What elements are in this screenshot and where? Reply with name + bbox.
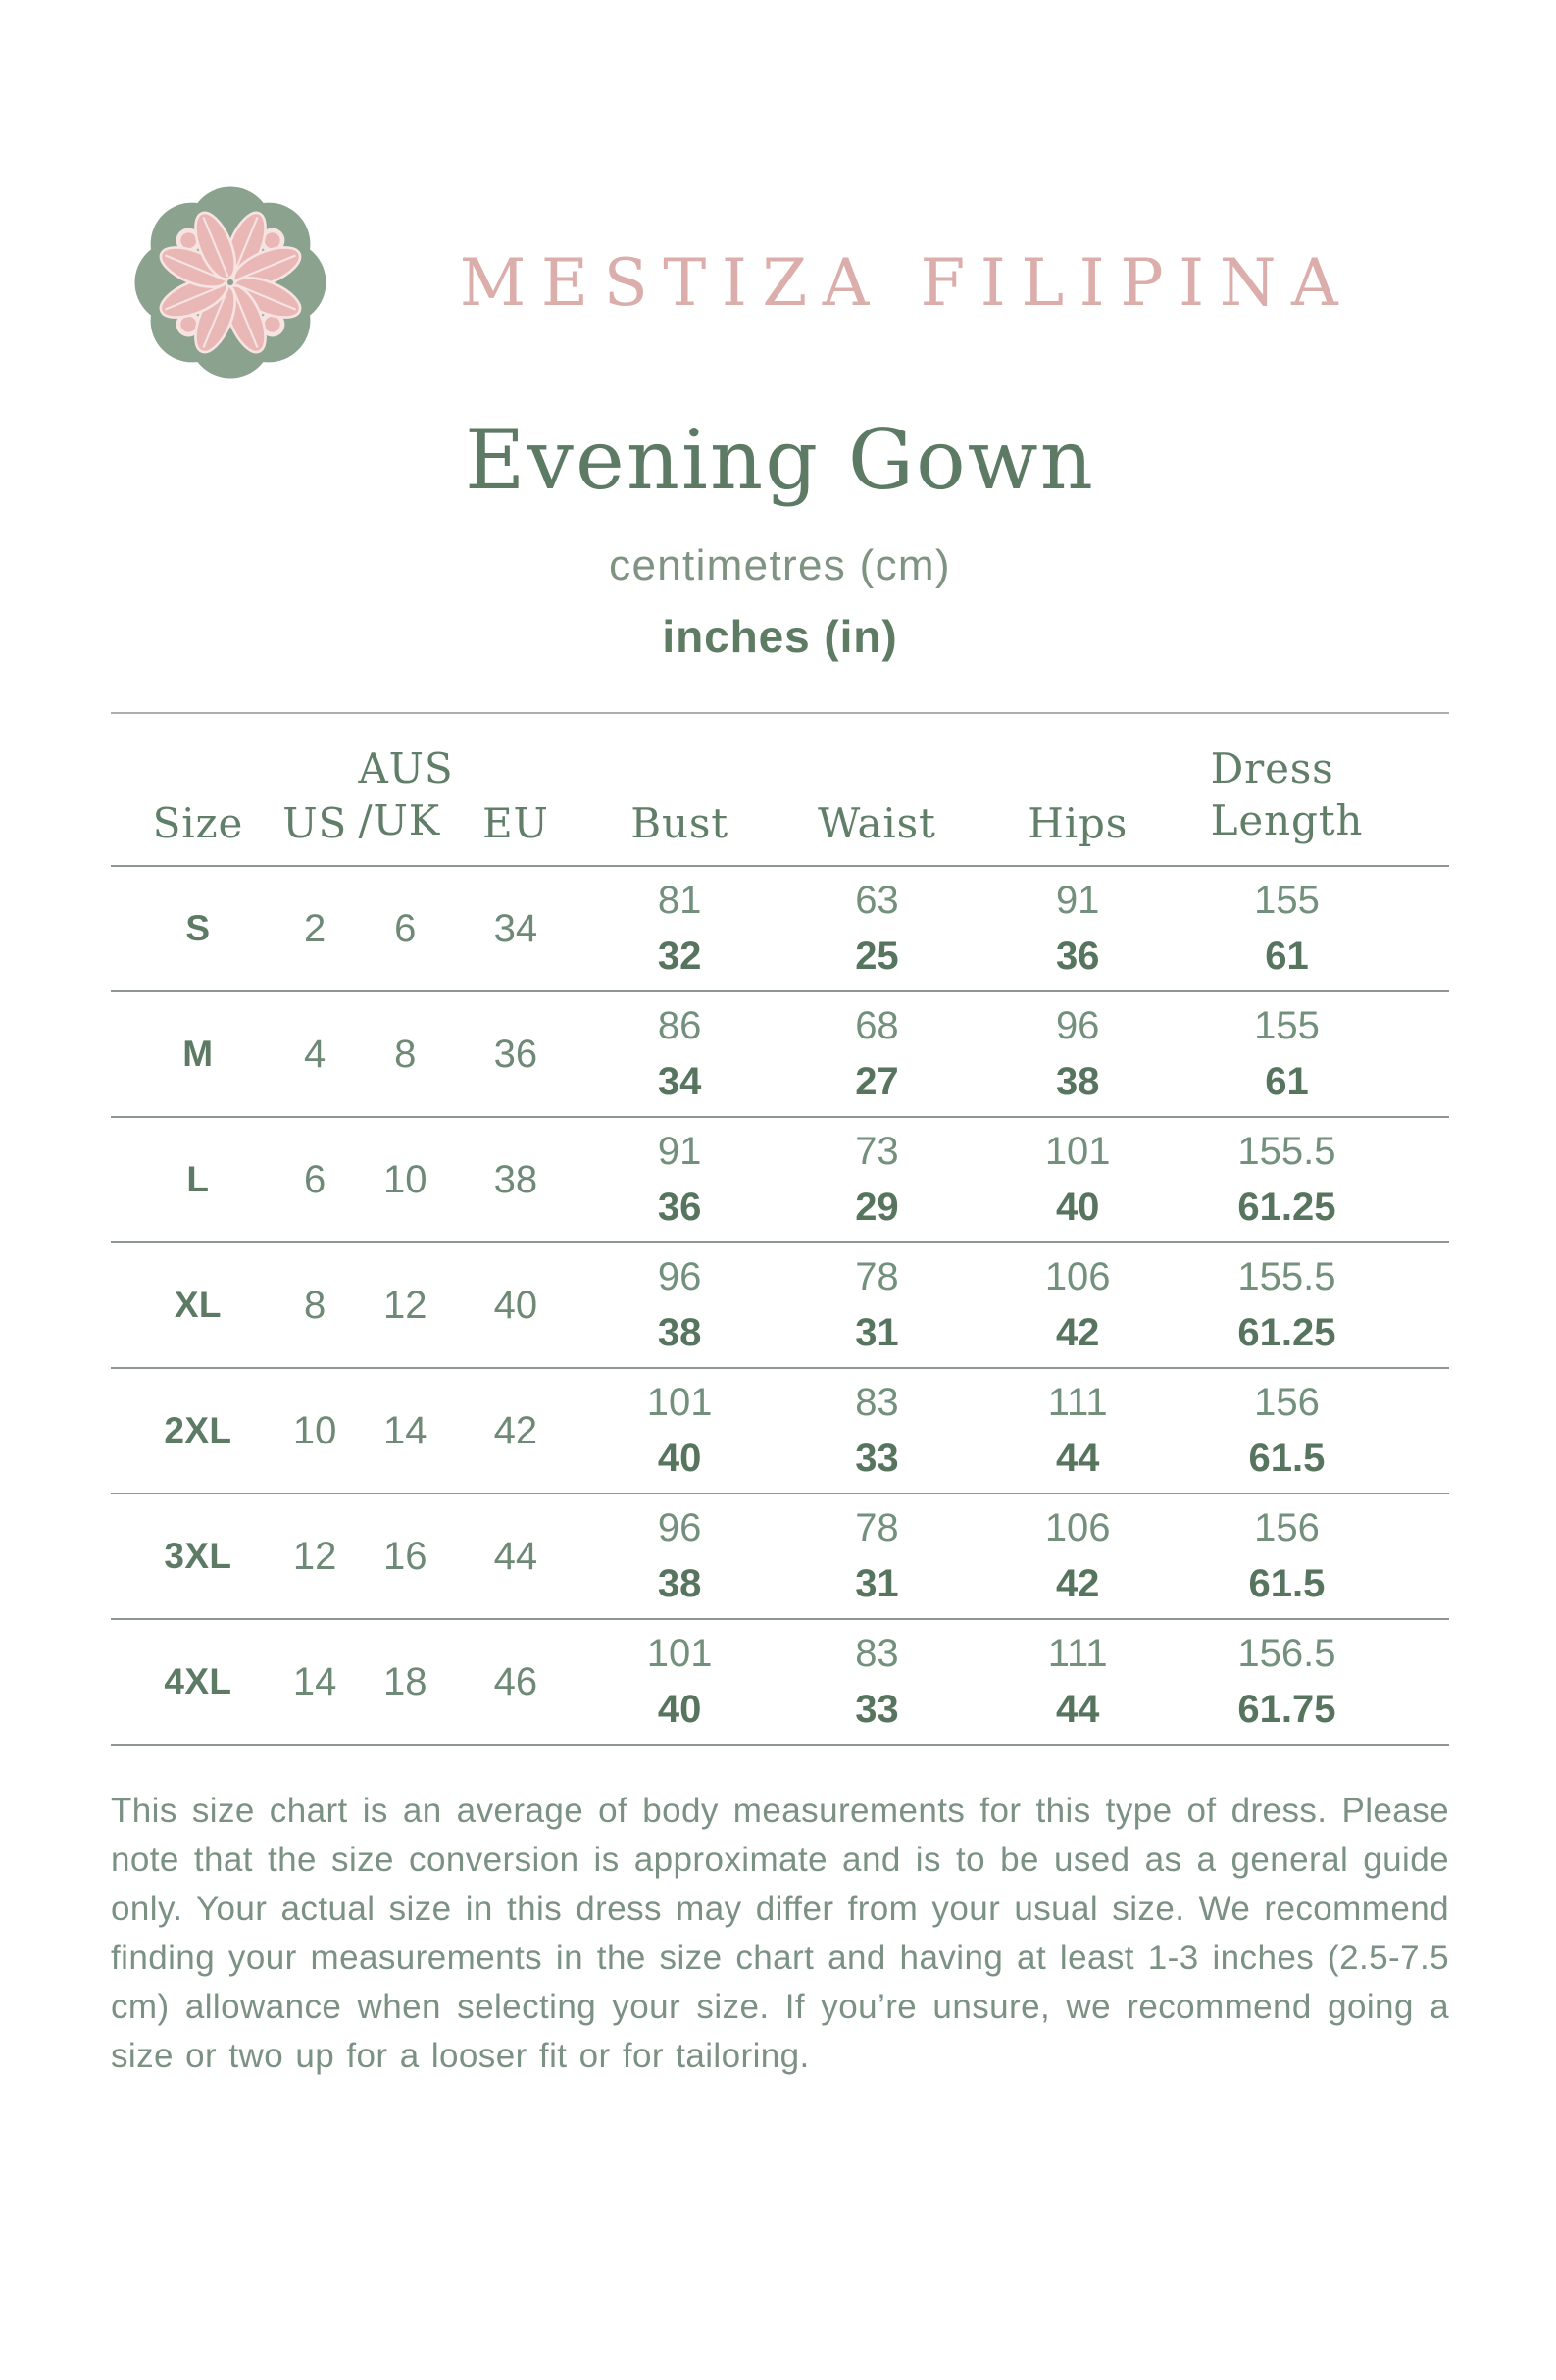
waist-cell: 68 27 [779,991,974,1117]
us-cell: 6 [272,1117,359,1242]
unit-cm-label: centimetres (cm) [609,541,951,589]
eu-cell: 36 [452,991,579,1117]
hips-cell: 106 42 [974,1242,1181,1368]
table-row-2xl [111,1368,1449,1494]
eu-cell: 44 [452,1494,579,1619]
disclaimer-text: This size chart is an average of body measurements for this type of dress. Please note that the size conversion is approximate and is to be used as a general guide only. Your actual size in this dress may differ from your usual size. We recommend finding your measurements in the size chart and having at least 1-3 inches (2.5-7.5 cm) allowance when selecting your size. If you’re unsure, we recommend going a size or two up for a looser fit or for tailoring. [111,1792,1449,2076]
us-cell: 4 [272,991,359,1117]
eu-cell: 38 [452,1117,579,1242]
table-row-m [111,991,1449,1117]
bust-cell: 81 32 [579,866,780,991]
hips-cell: 101 40 [974,1117,1181,1242]
unit-in-label: inches (in) [662,611,898,662]
size-chart-table [111,712,1449,1746]
waist-cell: 73 29 [779,1117,974,1242]
us-cell: 12 [272,1494,359,1619]
dress-length-cell: 156 61.5 [1181,1368,1449,1494]
header-aus-uk: AUS /UK [359,713,453,866]
dress-length-cell: 156 61.5 [1181,1494,1449,1619]
waist-cell: 83 33 [779,1368,974,1494]
bust-cell: 101 40 [579,1619,780,1745]
brand-header [111,178,1449,386]
size-cell: S [111,866,272,991]
size-cell: 4XL [111,1619,272,1745]
aus-uk-cell: 14 [359,1368,453,1494]
us-cell: 14 [272,1619,359,1745]
dress-length-cell: 156.5 61.75 [1181,1619,1449,1745]
bust-cell: 91 36 [579,1117,780,1242]
header-eu: EU [452,713,579,866]
aus-uk-cell: 8 [359,991,453,1117]
size-cell: 3XL [111,1494,272,1619]
table-row-l [111,1117,1449,1242]
us-cell: 8 [272,1242,359,1368]
aus-uk-cell: 10 [359,1117,453,1242]
waist-cell: 63 25 [779,866,974,991]
aus-uk-cell: 12 [359,1242,453,1368]
header-waist: Waist [779,713,974,866]
header-dress-length: Dress Length [1181,713,1449,866]
hips-cell: 111 44 [974,1619,1181,1745]
table-row-3xl [111,1494,1449,1619]
us-cell: 10 [272,1368,359,1494]
bust-cell: 96 38 [579,1242,780,1368]
size-chart-page [0,178,1556,2380]
aus-uk-cell: 16 [359,1494,453,1619]
waist-cell: 78 31 [779,1494,974,1619]
table-row-s [111,866,1449,991]
dress-length-cell: 155 61 [1181,991,1449,1117]
product-title: Evening Gown [465,412,1095,508]
flower-logo-icon [126,178,334,386]
bust-cell: 101 40 [579,1368,780,1494]
table-header-row [111,713,1449,866]
size-cell: XL [111,1242,272,1368]
dress-length-cell: 155 61 [1181,866,1449,991]
aus-uk-cell: 6 [359,866,453,991]
eu-cell: 42 [452,1368,579,1494]
hips-cell: 111 44 [974,1368,1181,1494]
hips-cell: 91 36 [974,866,1181,991]
us-cell: 2 [272,866,359,991]
aus-uk-cell: 18 [359,1619,453,1745]
table-row-4xl [111,1619,1449,1745]
bust-cell: 96 38 [579,1494,780,1619]
waist-cell: 83 33 [779,1619,974,1745]
table-row-xl [111,1242,1449,1368]
size-cell: M [111,991,272,1117]
dress-length-cell: 155.5 61.25 [1181,1117,1449,1242]
header-hips: Hips [974,713,1181,866]
size-cell: L [111,1117,272,1242]
dress-length-cell: 155.5 61.25 [1181,1242,1449,1368]
header-bust: Bust [579,713,780,866]
header-us: US [272,713,359,866]
hips-cell: 96 38 [974,991,1181,1117]
eu-cell: 46 [452,1619,579,1745]
eu-cell: 34 [452,866,579,991]
hips-cell: 106 42 [974,1494,1181,1619]
bust-cell: 86 34 [579,991,780,1117]
eu-cell: 40 [452,1242,579,1368]
brand-name: MESTIZA FILIPINA [459,244,1354,321]
header-size: Size [111,713,272,866]
waist-cell: 78 31 [779,1242,974,1368]
size-cell: 2XL [111,1368,272,1494]
